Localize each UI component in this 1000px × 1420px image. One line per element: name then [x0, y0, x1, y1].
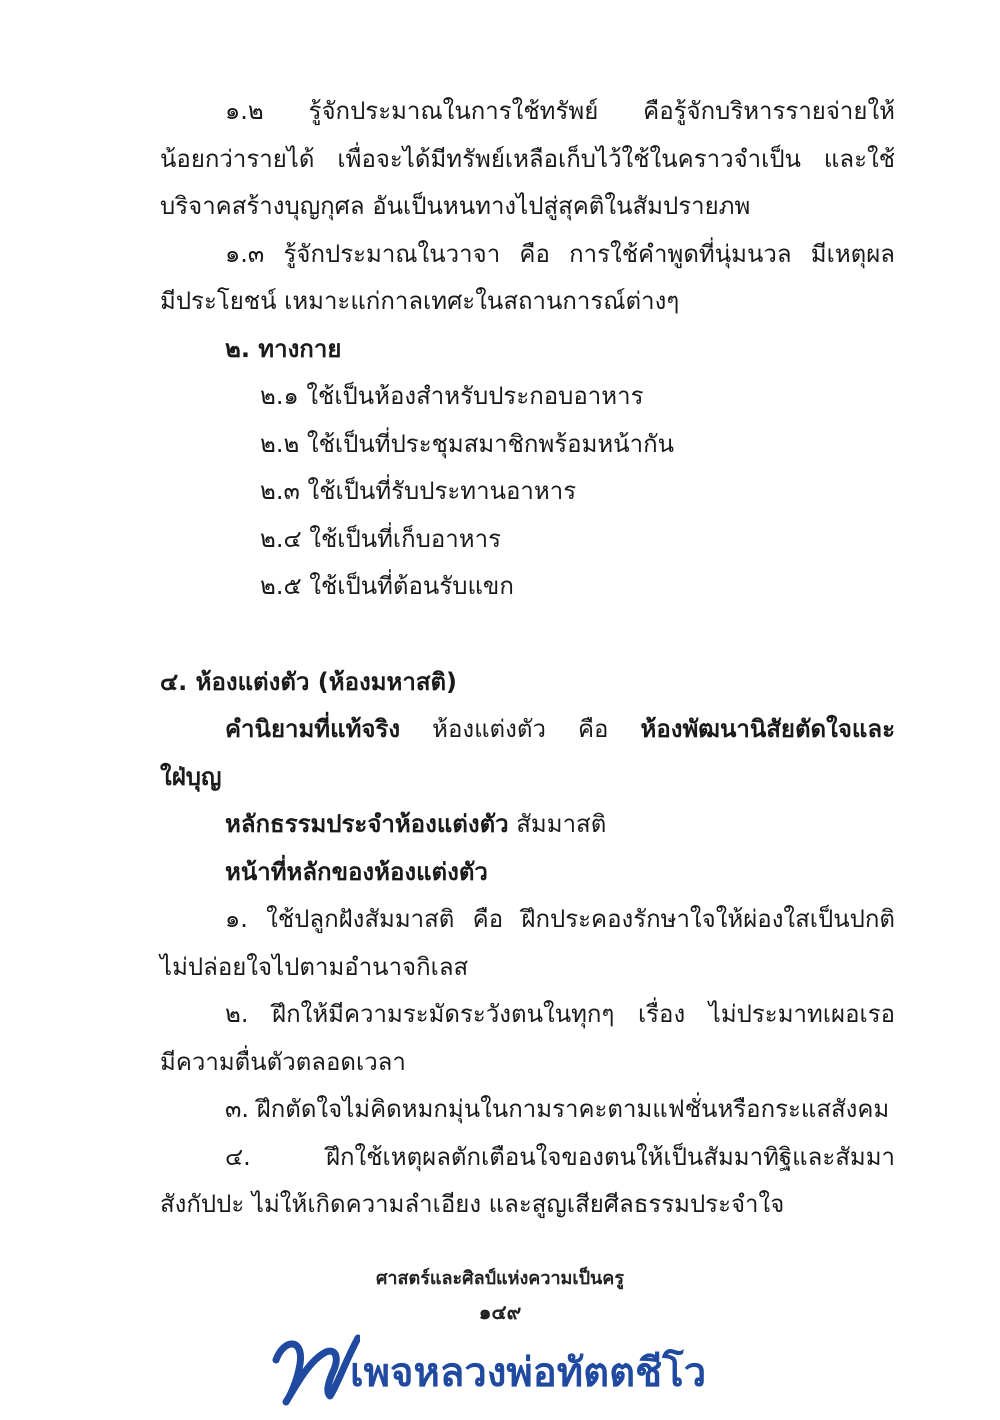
book-title: ศาสตร์และศิลป์แห่งความเป็นครู [375, 1268, 625, 1289]
duty-2-line-2: มีความตื่นตัวตลอดเวลา [160, 1047, 406, 1076]
list-item-2-1: ๒.๑ ใช้เป็นห้องสำหรับประกอบอาหาร [260, 382, 644, 410]
spacer [160, 611, 895, 659]
paragraph-1-2-line-3: บริจาคสร้างบุญกุศล อันเป็นหนทางไปสู่สุคติในสัมปรายภพ [160, 192, 751, 220]
brand-logo [270, 1330, 740, 1410]
list-item-2-5: ๒.๕ ใช้เป็นที่ต้อนรับแขก [260, 572, 514, 600]
page-number: ๑๔๙ [478, 1300, 522, 1324]
duty-1-line-2: ไม่ปล่อยใจไปตามอำนาจกิเลส [160, 952, 469, 981]
list-item-2-3: ๒.๓ ใช้เป็นที่รับประทานอาหาร [260, 477, 577, 505]
duty-1-line-1: ๑. ใช้ปลูกฝังสัมมาสติ คือ ฝึกประคองรักษาใจให้ผ่องใสเป็นปกติ [225, 905, 895, 933]
dhamma-label: หลักธรรมประจำห้องแต่งตัว [225, 810, 509, 838]
paragraph-1-2-line-2: น้อยกว่ารายได้ เพื่อจะได้มีทรัพย์เหลือเก็บไว้ใช้ในคราวจำเป็น และใช้ [160, 144, 895, 173]
brand-script-icon [270, 1330, 360, 1410]
dhamma-value: สัมมาสติ [508, 810, 607, 838]
duty-4-line-1: ๔. ฝึกใช้เหตุผลตักเตือนใจของตนให้เป็นสัมมาทิฐิและสัมมา [225, 1142, 895, 1171]
definition-bold-1: ห้องพัฒนานิสัยตัดใจและ [640, 715, 895, 743]
brand-name: เพจหลวงพ่อทัตตชีโว [350, 1350, 707, 1396]
list-item-2-4: ๒.๔ ใช้เป็นที่เก็บอาหาร [260, 524, 501, 553]
definition-line-1 [160, 706, 895, 754]
room-heading: ๔. ห้องแต่งตัว (ห้องมหาสติ) [160, 667, 458, 696]
duty-4-line-2: สังกัปปะ ไม่ให้เกิดความลำเอียง และสูญเสียศีลธรรมประจำใจ [160, 1190, 785, 1218]
duty-2-line-1: ๒. ฝึกให้มีความระมัดระวังตนในทุกๆ เรื่อง ไม่ประมาทเผอเรอ [225, 1000, 895, 1028]
document-body [160, 88, 895, 1229]
definition-line-2: ใฝ่บุญ [160, 762, 222, 791]
section-2-heading: ๒. ทางกาย [225, 334, 342, 363]
paragraph-1-2-line-1: ๑.๒ รู้จักประมาณในการใช้ทรัพย์ คือรู้จักบริหารรายจ่ายให้ [225, 97, 895, 125]
definition-label: คำนิยามที่แท้จริง [225, 715, 401, 743]
paragraph-1-3-line-1: ๑.๓ รู้จักประมาณในวาจา คือ การใช้คำพูดที่นุ่มนวล มีเหตุผล [225, 239, 895, 268]
list-item-2-2: ๒.๒ ใช้เป็นที่ประชุมสมาชิกพร้อมหน้ากัน [260, 429, 675, 458]
definition-text: ห้องแต่งตัว คือ [400, 715, 641, 743]
duties-heading: หน้าที่หลักของห้องแต่งตัว [225, 857, 488, 886]
duty-3-line-1: ๓. ฝึกตัดใจไม่คิดหมกมุ่นในกามราคะตามแฟชั่นหรือกระแสสังคม [225, 1095, 890, 1123]
paragraph-1-3-line-2: มีประโยชน์ เหมาะแก่กาลเทศะในสถานการณ์ต่างๆ [160, 287, 680, 315]
dhamma-line [160, 801, 895, 849]
